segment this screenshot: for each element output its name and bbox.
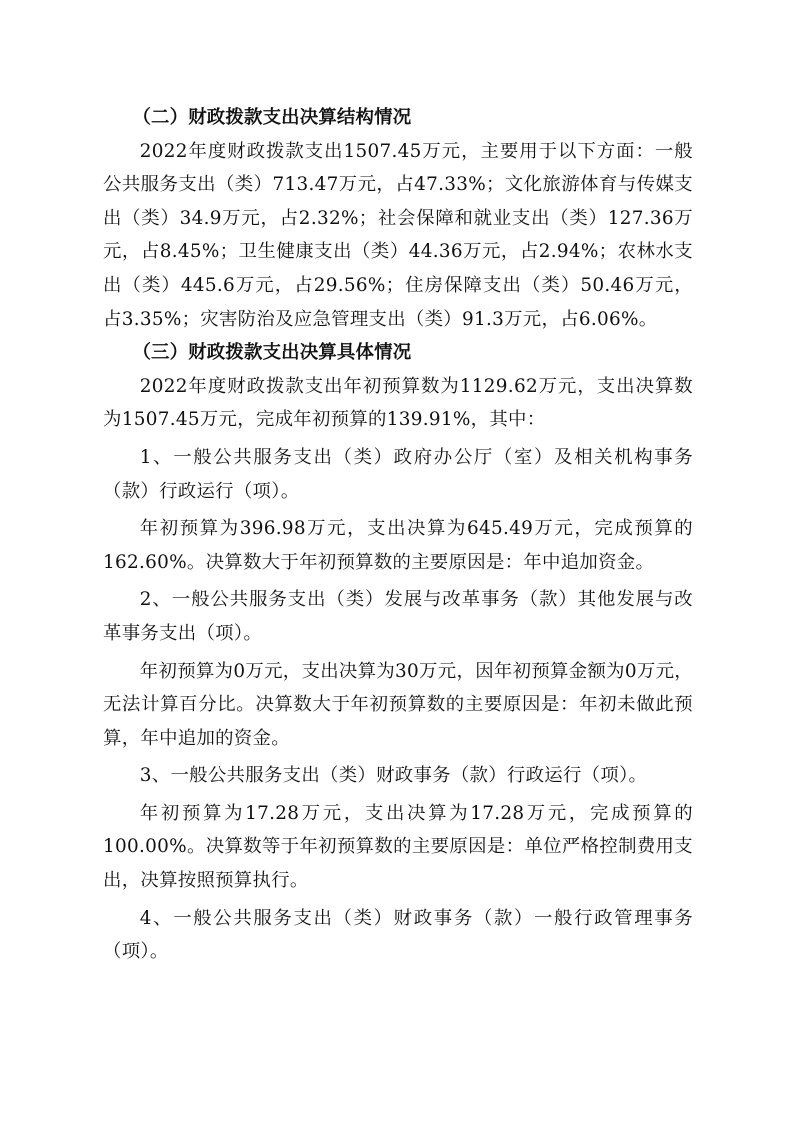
document-body [103, 101, 693, 969]
paragraph-expenditure-intro: 2022年度财政拨款支出年初预算数为1129.62万元，支出决算数为1507.45万元，完成年初预算的139.91%，其中： [103, 375, 693, 431]
item-4-title: 4、一般公共服务支出（类）财政事务（款）一般行政管理事务（项）。 [103, 907, 693, 963]
item-1-title: 1、一般公共服务支出（类）政府办公厅（室）及相关机构事务（款）行政运行（项）。 [103, 446, 693, 502]
paragraph-expenditure-structure: 2022年度财政拨款支出1507.45万元，主要用于以下方面：一般公共服务支出（类）713.47万元，占47.33%；文化旅游体育与传媒支出（类）34.9万元，占2.32%；社会保障和就业支出（类）127.36万元，占8.45%；卫生健康支出（类）44.36万元，占2.94%；农林水支出（类）445.6万元，占29.56%；住房保障支出（类）50.46万元，占3.35%；灾害防治及应急管理支出（类）91.3万元，占6.06%。 [103, 140, 693, 330]
item-3-title: 3、一般公共服务支出（类）财政事务（款）行政运行（项）。 [139, 765, 648, 787]
item-2-title: 2、一般公共服务支出（类）发展与改革事务（款）其他发展与改革事务支出（项）。 [103, 589, 693, 644]
section-heading-expenditure-structure: （二）财政拨款支出决算结构情况 [132, 107, 412, 128]
item-3-body: 年初预算为17.28万元，支出决算为17.28万元，完成预算的100.00%。决算数等于年初预算数的主要原因是：单位严格控制费用支出，决算按照预算执行。 [103, 802, 693, 892]
item-2-body: 年初预算为0万元，支出决算为30万元，因年初预算金额为0万元，无法计算百分比。决算数大于年初预算数的主要原因是：年初未做此预算，年中追加的资金。 [103, 660, 693, 749]
section-heading-expenditure-details: （三）财政拨款支出决算具体情况 [132, 342, 412, 364]
item-1-body: 年初预算为396.98万元，支出决算为645.49万元，完成预算的162.60%。决算数大于年初预算数的主要原因是：年中追加资金。 [103, 518, 693, 573]
